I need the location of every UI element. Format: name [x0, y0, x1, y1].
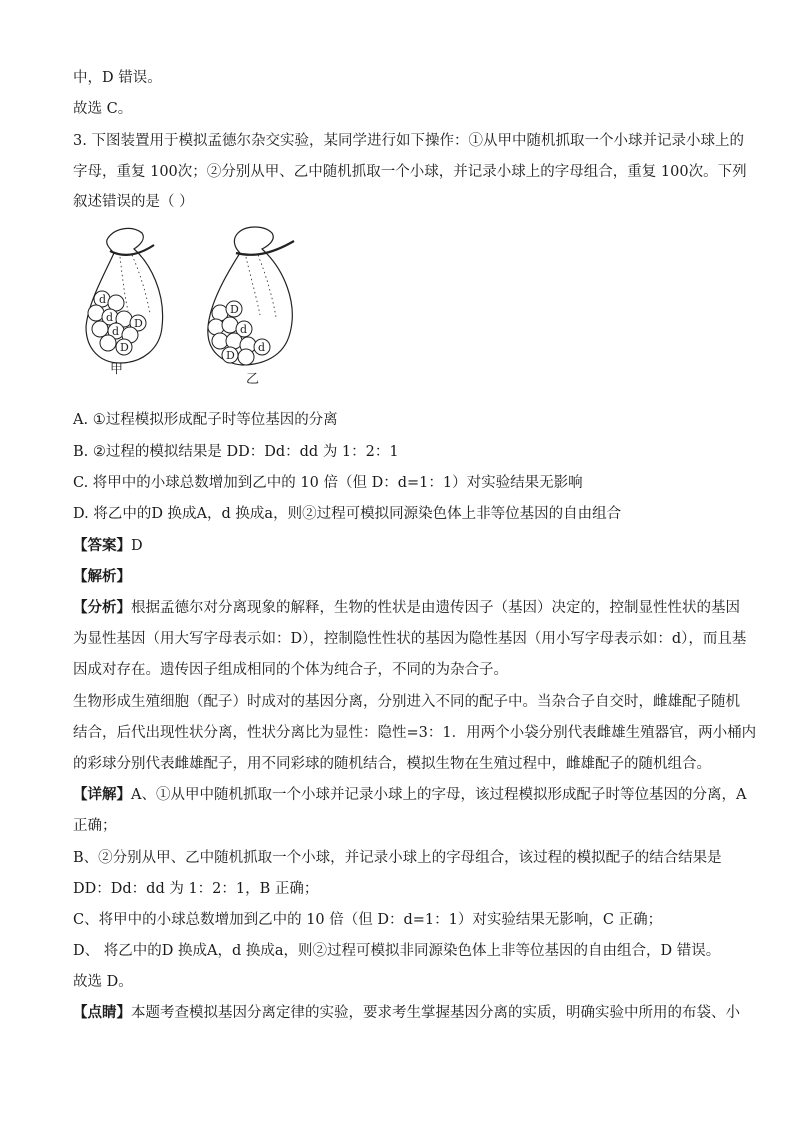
ball-letter: d [112, 325, 120, 338]
text-line: 结合，后代出现性状分离，性状分离比为显性：隐性=3：1．用两个小袋分别代表雌雄生殖器官，两小桶内 [73, 725, 757, 741]
ball-letter: d [106, 311, 114, 324]
text-line: C、将甲中的小球总数增加到乙中的 10 倍（但 D：d=1：1）对实验结果无影响，C 正确； [73, 912, 663, 928]
ball-letter: D [134, 317, 143, 330]
analysis-tag: 【解析】 [73, 568, 131, 585]
dianjing-tag: 【点睛】 [73, 1004, 131, 1021]
bag-jia-label: 甲 [110, 362, 124, 377]
fenxi-text: 根据孟德尔对分离现象的解释，生物的性状是由遗传因子（基因）决定的，控制显性性状的基因 [131, 600, 740, 616]
text-line: 因成对存在。遗传因子组成相同的个体为纯合子，不同的为杂合子。 [73, 662, 508, 678]
answer-tag: 【答案】 [73, 537, 131, 554]
dianjing-text: 本题考查模拟基因分离定律的实验，要求考生掌握基因分离的实质，明确实验中所用的布袋、小 [131, 1005, 740, 1021]
ball-letter: d [240, 323, 248, 336]
fenxi-tag: 【分析】 [73, 599, 131, 616]
question-3-line: 3. 下图装置用于模拟孟德尔杂交实验，某同学进行如下操作：①从甲中随机抓取一个小球并记录小球上的 [73, 133, 744, 149]
text-line: 正确； [73, 818, 117, 834]
text-line: 生物形成生殖细胞（配子）时成对的基因分离，分别进入不同的配子中。当杂合子自交时，雌雄配子随机 [73, 694, 740, 710]
answer-line [73, 536, 733, 556]
option-d: D. 将乙中的D 换成A，d 换成a，则②过程可模拟同源染色体上非等位基因的自由组合 [73, 506, 622, 522]
dianjing-line [73, 1003, 740, 1023]
text-line: B、②分别从甲、乙中随机抓取一个小球，并记录小球上的字母组合，该过程的模拟配子的结合结果是 [73, 850, 722, 866]
text-line: DD：Dd：dd 为 1：2：1，B 正确； [73, 881, 319, 897]
text-line: 故选 D。 [73, 974, 133, 990]
text-line: 为显性基因（用大写字母表示如：D），控制隐性性状的基因为隐性基因（用小写字母表示如：d），而且基 [73, 631, 747, 647]
ball-letter: d [99, 293, 107, 306]
option-b: B. ②过程的模拟结果是 DD：Dd：dd 为 1：2：1 [73, 444, 399, 460]
text-line: D、 将乙中的D 换成A，d 换成a，则②过程可模拟非同源染色体上非等位基因的自由组合，D 错误。 [73, 943, 721, 959]
option-c: C. 将甲中的小球总数增加到乙中的 10 倍（但 D：d=1：1）对实验结果无影响 [73, 475, 583, 491]
xiangjie-tag: 【详解】 [73, 786, 131, 803]
text-line: 故选 C。 [73, 101, 133, 117]
text-line: 的彩球分别代表雌雄配子，用不同彩球的随机结合，模拟生物在生殖过程中，雌雄配子的随机组合。 [73, 756, 711, 772]
xiangjie-text: A、①从甲中随机抓取一个小球并记录小球上的字母，该过程模拟形成配子时等位基因的分离，A [131, 787, 747, 803]
ball-letter: D [120, 341, 129, 354]
text-line: 字母，重复 100次；②分别从甲、乙中随机抓取一个小球，并记录小球上的字母组合，重复 100次。下列 [73, 164, 747, 180]
bag-yi-label: 乙 [246, 372, 260, 387]
text-line: 中，D 错误。 [73, 70, 162, 86]
bags-figure [70, 223, 310, 393]
analysis-heading [73, 567, 733, 587]
xiangjie-line [73, 785, 747, 805]
ball-letter: D [230, 303, 239, 316]
option-a: A. ①过程模拟形成配子时等位基因的分离 [73, 412, 338, 428]
ball-letter: d [258, 341, 266, 354]
answer-value: D [131, 538, 143, 554]
ball-letter: D [226, 349, 235, 362]
text-line: 叙述错误的是（ ） [73, 194, 194, 210]
fenxi-line [73, 598, 740, 618]
